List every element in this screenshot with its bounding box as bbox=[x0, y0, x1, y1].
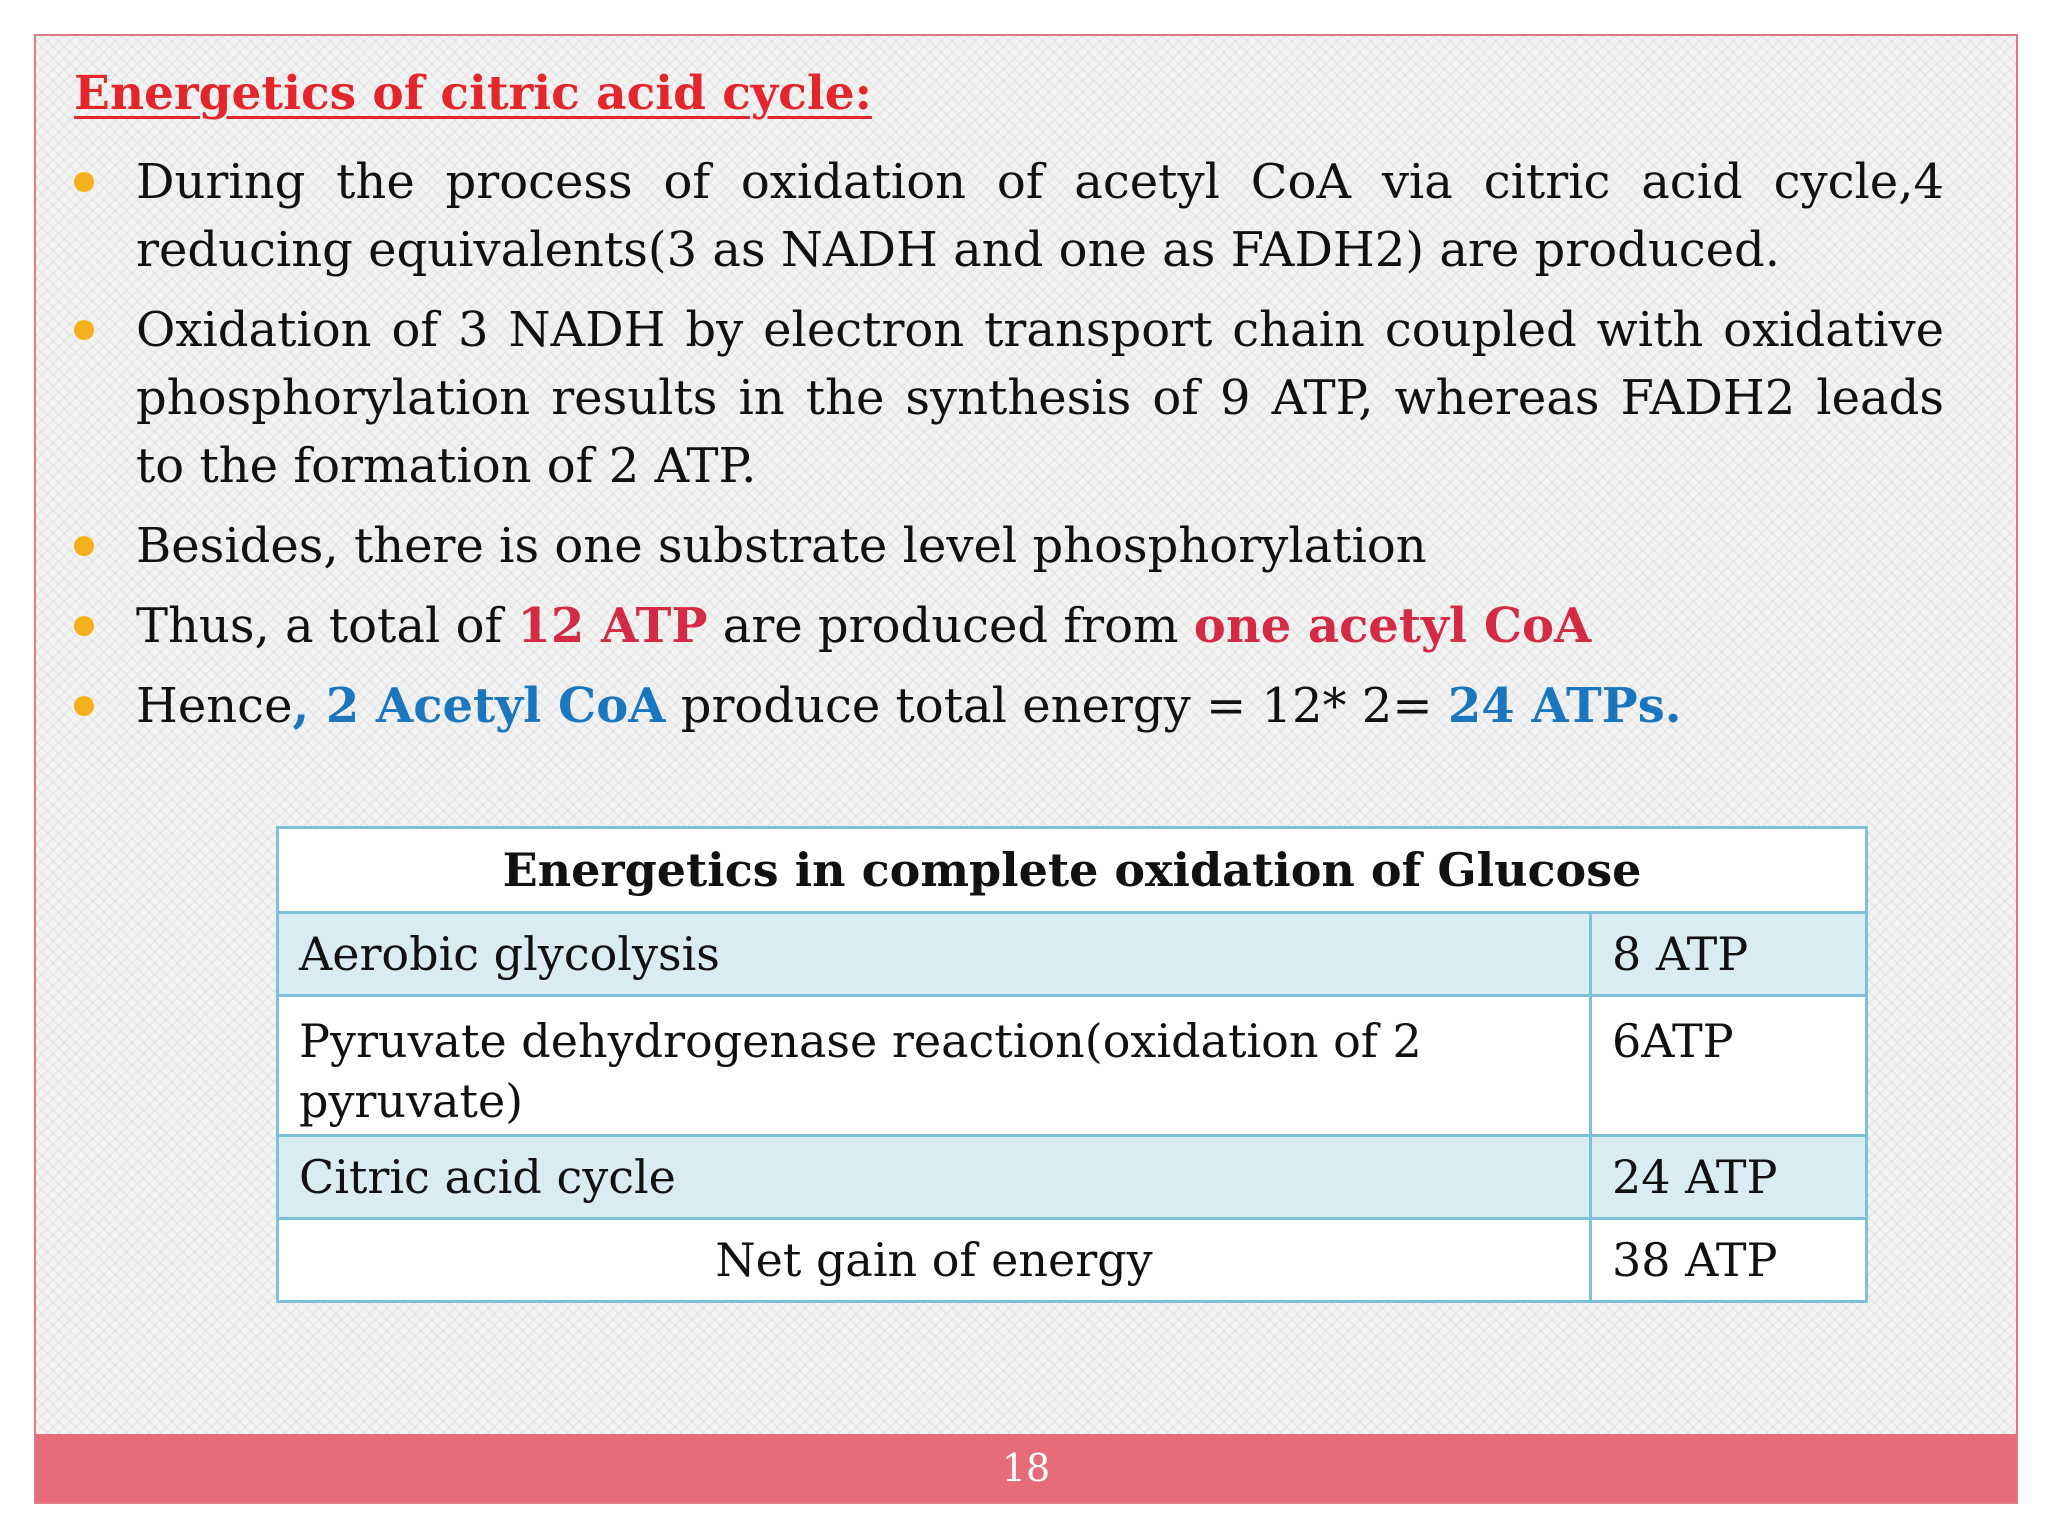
highlight-total-atp: 24 ATPs. bbox=[1447, 678, 1682, 734]
bullet-text: During the process of oxidation of acetyl CoA via citric acid cycle,4 reducing equivalents(3 as NADH and one as FADH2) are produced. bbox=[136, 154, 1944, 278]
bullet-item bbox=[136, 672, 1944, 740]
page-number: 18 bbox=[1001, 1446, 1051, 1490]
table-cell-label: Aerobic glycolysis bbox=[278, 913, 1591, 996]
slide-title: Energetics of citric acid cycle: bbox=[74, 66, 872, 121]
bullet-dot-icon bbox=[74, 536, 94, 556]
bullet-text: Besides, there is one substrate level phosphorylation bbox=[136, 518, 1427, 574]
table-row-total bbox=[278, 1219, 1867, 1302]
table-header: Energetics in complete oxidation of Glucose bbox=[278, 828, 1867, 913]
slide bbox=[34, 34, 2018, 1504]
bullet-text-prefix: Hence bbox=[136, 678, 293, 734]
table-cell-value: 8 ATP bbox=[1591, 913, 1867, 996]
table-cell-label: Citric acid cycle bbox=[278, 1136, 1591, 1219]
table-cell-value: 6ATP bbox=[1591, 996, 1867, 1136]
bullet-text-middle: are produced from bbox=[707, 598, 1194, 654]
bullet-dot-icon bbox=[74, 616, 94, 636]
bullet-dot-icon bbox=[74, 172, 94, 192]
bullet-item bbox=[136, 296, 1944, 500]
bullet-dot-icon bbox=[74, 696, 94, 716]
table-row bbox=[278, 1136, 1867, 1219]
table-row bbox=[278, 996, 1867, 1136]
table-cell-value: 24 ATP bbox=[1591, 1136, 1867, 1219]
bullet-item bbox=[136, 148, 1944, 284]
table-cell-value: 38 ATP bbox=[1591, 1219, 1867, 1302]
bullet-dot-icon bbox=[74, 320, 94, 340]
table-cell-label: Pyruvate dehydrogenase reaction(oxidation of 2 pyruvate) bbox=[278, 996, 1591, 1136]
bullet-text: Oxidation of 3 NADH by electron transport chain coupled with oxidative phosphorylation results in the synthesis of 9 ATP, whereas FADH2 leads to the formation of 2 ATP. bbox=[136, 302, 1944, 494]
bullet-item bbox=[136, 512, 1944, 580]
highlight-two-acetyl-coa: , 2 Acetyl CoA bbox=[292, 678, 666, 734]
bullet-text-middle: produce total energy = 12* 2= bbox=[665, 678, 1448, 734]
footer-bar bbox=[36, 1434, 2016, 1502]
bullet-item bbox=[136, 592, 1944, 660]
energetics-table bbox=[276, 826, 1868, 1303]
table-row bbox=[278, 913, 1867, 996]
bullet-text-prefix: Thus, a total of bbox=[136, 598, 518, 654]
highlight-atp-count: 12 ATP bbox=[517, 598, 708, 654]
highlight-acetyl-coa: one acetyl CoA bbox=[1193, 598, 1592, 654]
bullet-list bbox=[136, 148, 1944, 752]
table-cell-label: Net gain of energy bbox=[278, 1219, 1591, 1302]
